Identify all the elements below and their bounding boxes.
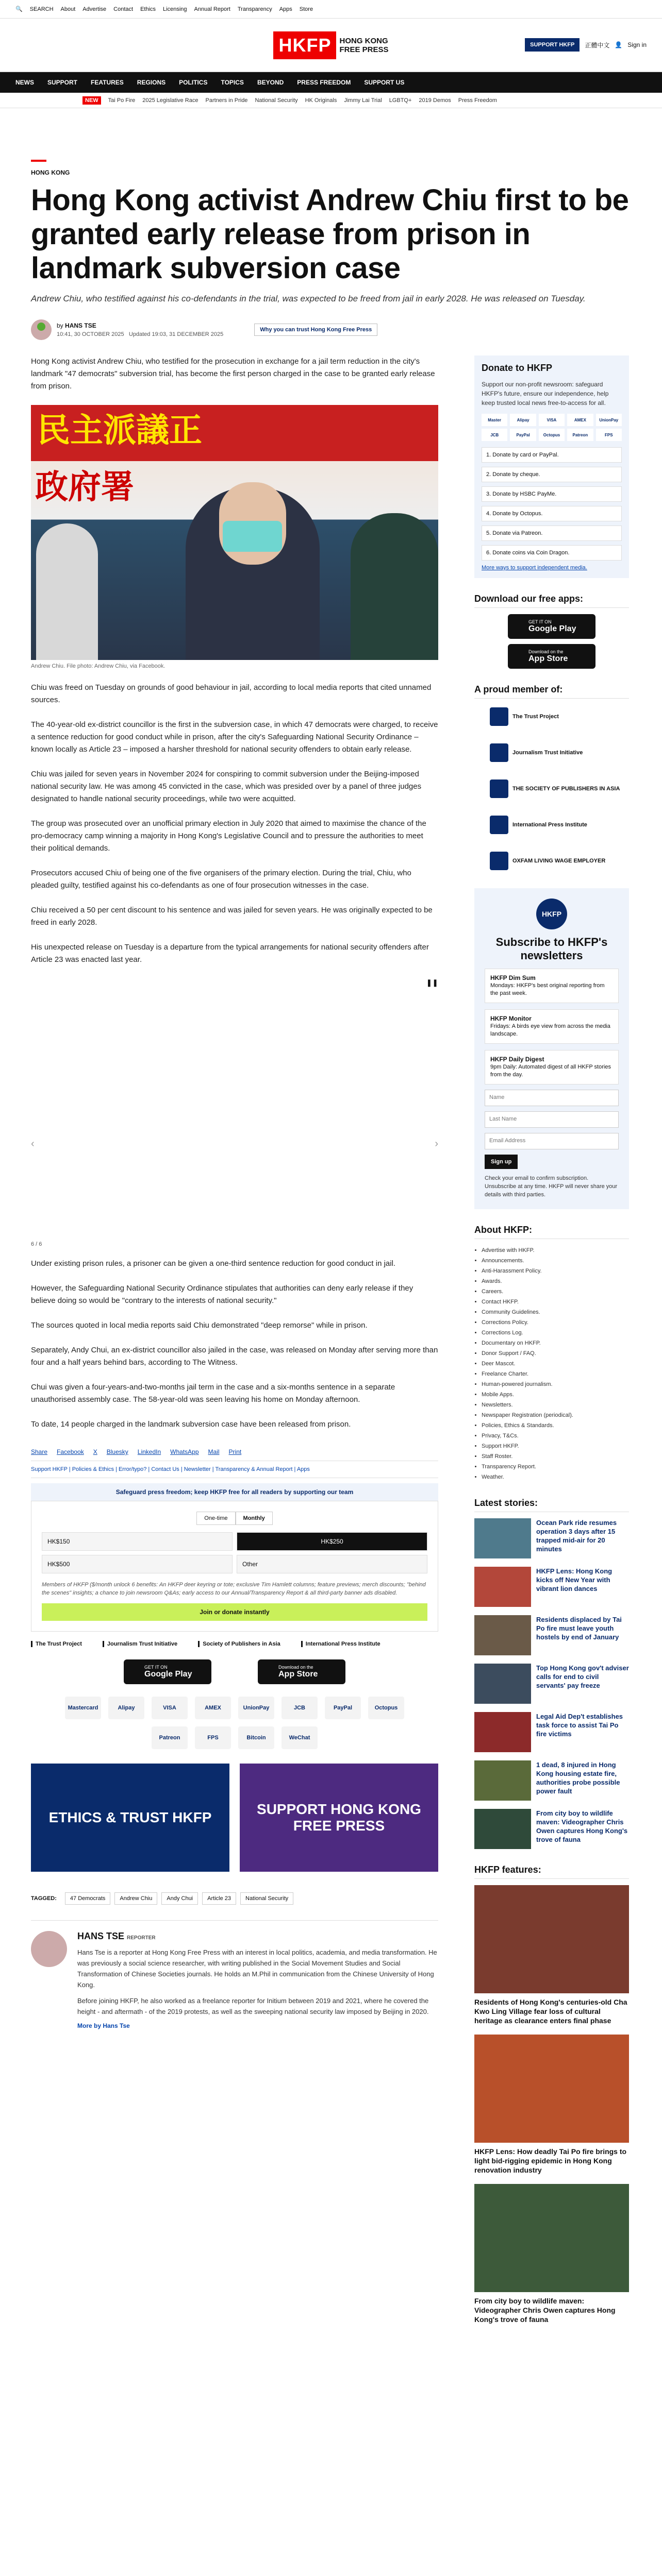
story-headline[interactable]: Ocean Park ride resumes operation 3 days after 15 trapped mid-air for 20 minutes [536, 1519, 617, 1553]
donate-option[interactable]: 4. Donate by Octopus. [482, 506, 622, 521]
trust-link[interactable]: Why you can trust Hong Kong Free Press [254, 324, 377, 336]
members-block [474, 684, 629, 873]
newsletter-option[interactable]: HKFP Daily Digest 9pm Daily: Automated digest of all HKFP stories from the day. [485, 1050, 619, 1084]
story-thumbnail[interactable] [474, 1712, 531, 1752]
about-link[interactable]: • Mobile Apps. [482, 1389, 629, 1400]
photo-carousel [31, 978, 438, 1236]
about-link[interactable]: • Documentary on HKFP. [482, 1338, 629, 1348]
feature-headline[interactable]: From city boy to wildlife maven: Videographer Chris Owen captures Hong Kong's trove of fauna [474, 2297, 616, 2324]
share-bar [31, 1443, 438, 1461]
feature-story[interactable] [474, 2035, 629, 2175]
trending-link[interactable]: Partners in Pride [205, 97, 248, 104]
member-logo[interactable]: Journalism Trust Initiative [474, 741, 629, 765]
octopus-icon[interactable]: Octopus [539, 429, 565, 441]
about-link[interactable]: • Support HKFP. [482, 1441, 629, 1451]
article-standfirst: Andrew Chiu, who testified against his co-defendants in the trial, was expected to be freed from jail in early 2028. He was released on Tuesday. [31, 294, 586, 303]
unionpay-icon[interactable]: UnionPay [596, 414, 622, 426]
paragraph: The sources quoted in local media reports said Chiu demonstrated "deep remorse" while in prison. [31, 1321, 368, 1330]
top-link-advertise[interactable]: Advertise [82, 6, 107, 12]
paragraph: To date, 14 people charged in the landmark subversion case have been released from prison. [31, 1420, 351, 1429]
feature-story[interactable] [474, 1885, 629, 2025]
donate-title: Donate to HKFP [482, 363, 552, 373]
feature-headline[interactable]: HKFP Lens: How deadly Tai Po fire brings to light bid-rigging epidemic in Hong Kong renovation industry [474, 2147, 627, 2174]
fps-icon[interactable]: FPS [596, 429, 622, 441]
paragraph: The group was prosecuted over an unofficial primary election in July 2020 that aimed to maximise the chance of the pro-democracy camp winning a majority in Hong Kong's Legislative Council and to pressure the authorities to meet their political demands. [31, 819, 426, 853]
about-link[interactable]: • Corrections Log. [482, 1328, 629, 1338]
trending-link[interactable]: Tai Po Fire [108, 97, 136, 104]
chevron-right-icon[interactable]: › [435, 1138, 438, 1149]
promo-banners [31, 1764, 438, 1872]
tag-list [31, 1892, 438, 1905]
paypal-icon[interactable]: PayPal [325, 1697, 361, 1719]
donate-strip[interactable]: Safeguard press freedom; keep HKFP free for all readers by supporting our team [31, 1483, 438, 1501]
about-link[interactable]: • Donor Support / FAQ. [482, 1348, 629, 1359]
member-logo[interactable]: The Trust Project [474, 705, 629, 728]
top-link-contact[interactable]: Contact [113, 6, 134, 12]
app-store-badge[interactable]: Download on the App Store [258, 1659, 345, 1684]
story-headline[interactable]: From city boy to wildlife maven: Videographer Chris Owen captures Hong Kong's trove of fauna [536, 1809, 628, 1843]
trust-project-logo[interactable]: The Trust Project [31, 1641, 82, 1647]
amex-icon[interactable]: AMEX [195, 1697, 231, 1719]
latest-story[interactable] [474, 1518, 629, 1558]
donate-option[interactable]: 6. Donate coins via Coin Dragon. [482, 545, 622, 561]
wechat-icon[interactable]: WeChat [282, 1726, 318, 1749]
slide-counter: 6 / 6 [31, 1241, 42, 1247]
jcb-icon[interactable]: JCB [282, 1697, 318, 1719]
share-linkedin[interactable]: LinkedIn [137, 1448, 161, 1455]
first-name-field[interactable]: Name [485, 1090, 619, 1106]
chevron-left-icon[interactable]: ‹ [31, 1138, 35, 1149]
newsletter-title: Subscribe to HKFP's newsletters [495, 936, 608, 962]
share-facebook[interactable]: Facebook [57, 1448, 84, 1455]
tag[interactable]: Article 23 [202, 1892, 236, 1905]
language-link[interactable]: 正體中文 [585, 41, 610, 49]
top-link-annual-report[interactable]: Annual Report [194, 6, 230, 12]
members-title: A proud member of: [474, 684, 629, 699]
support-hkfp-button[interactable]: SUPPORT HKFP [525, 38, 580, 52]
about-link[interactable]: • Policies, Ethics & Standards. [482, 1420, 629, 1431]
about-link[interactable]: • Community Guidelines. [482, 1307, 629, 1317]
patreon-icon[interactable]: Patreon [152, 1726, 188, 1749]
pause-icon[interactable]: ❚❚ [426, 978, 438, 987]
nav-politics[interactable]: POLITICS [179, 79, 208, 86]
feature-story[interactable] [474, 2184, 629, 2324]
about-link[interactable]: • Careers. [482, 1286, 629, 1297]
feature-thumbnail[interactable] [474, 2035, 629, 2143]
search-link[interactable]: SEARCH [29, 6, 54, 12]
hero-photo[interactable]: 民主派議正 政府署 [31, 405, 438, 660]
features-block [474, 1865, 629, 2324]
accent-rule [31, 160, 46, 162]
share-x[interactable]: X [93, 1448, 97, 1455]
latest-block [474, 1498, 629, 1849]
amount-option[interactable]: HK$150 [42, 1532, 233, 1551]
article-kicker[interactable]: HONG KONG [31, 169, 70, 176]
story-thumbnail[interactable] [474, 1615, 531, 1655]
author-name[interactable]: HANS TSE [65, 322, 96, 329]
tag[interactable]: National Security [240, 1892, 293, 1905]
feature-headline[interactable]: Residents of Hong Kong's centuries-old Cha Kwo Ling Village fear loss of cultural heritage as clearance enters final phase [474, 1998, 627, 2025]
byline: by HANS TSE 10:41, 30 OCTOBER 2025 Updated 19:03, 31 DECEMBER 2025 Why you can trust Hong Kong Free Press [31, 319, 631, 340]
trending-link[interactable]: HK Originals [305, 97, 337, 104]
paypal-icon[interactable]: PayPal [510, 429, 536, 441]
about-link[interactable]: • Newspaper Registration (periodical). [482, 1410, 629, 1420]
story-thumbnail[interactable] [474, 1518, 531, 1558]
amex-icon[interactable]: AMEX [567, 414, 593, 426]
tag[interactable]: 47 Democrats [65, 1892, 110, 1905]
sopa-logo[interactable]: Society of Publishers in Asia [198, 1641, 280, 1647]
article-title: Hong Kong activist Andrew Chiu first to be granted early release from prison in landmark subversion case [31, 183, 629, 285]
trending-bar [0, 93, 662, 108]
about-link[interactable]: • Newsletters. [482, 1400, 629, 1410]
email-field[interactable]: Email Address [485, 1133, 619, 1149]
paragraph: Chiu received a 50 per cent discount to his sentence and was jailed for seven years. He was originally expected to be freed in early 2028. [31, 906, 433, 927]
share-bluesky[interactable]: Bluesky [106, 1448, 128, 1455]
member-logo[interactable]: International Press Institute [474, 813, 629, 837]
about-link[interactable]: • Deer Mascot. [482, 1359, 629, 1369]
about-link[interactable]: • Awards. [482, 1276, 629, 1286]
updated-date: Updated 19:03, 31 DECEMBER 2025 [128, 331, 224, 337]
feature-thumbnail[interactable] [474, 1885, 629, 1993]
visa-icon[interactable]: VISA [539, 414, 565, 426]
donate-widget [31, 1501, 438, 1632]
amount-option-selected[interactable]: HK$250 [237, 1532, 427, 1551]
top-link-apps[interactable]: Apps [279, 6, 292, 12]
visa-icon[interactable]: VISA [152, 1697, 188, 1719]
app-store-badge[interactable]: Download on the App Store [508, 644, 595, 669]
nav-topics[interactable]: TOPICS [221, 79, 244, 86]
feature-thumbnail[interactable] [474, 2184, 629, 2292]
top-link-licensing[interactable]: Licensing [163, 6, 187, 12]
newsletter-option[interactable]: HKFP Dim Sum Mondays: HKFP's best original reporting from the past week. [485, 969, 619, 1003]
nav-support[interactable]: SUPPORT [47, 79, 78, 86]
newsletter-signup [474, 888, 629, 1209]
jcb-icon[interactable]: JCB [482, 429, 507, 441]
paragraph: Hong Kong activist Andrew Chiu, who testified for the prosecution in exchange for a jail term reduction in the city's landmark "47 democrats" subversion trial, has become the first person charged in the case to be granted early release from prison. [31, 357, 435, 391]
trending-link[interactable]: 2019 Demos [419, 97, 451, 104]
site-logo[interactable]: HKFP HONG KONG FREE PRESS [273, 31, 388, 59]
tags-label: TAGGED: [31, 1895, 57, 1902]
fps-icon[interactable]: FPS [195, 1726, 231, 1749]
join-donate-button[interactable]: Join or donate instantly [42, 1603, 427, 1621]
nav-regions[interactable]: REGIONS [137, 79, 166, 86]
author-avatar[interactable] [31, 1931, 67, 1967]
latest-story[interactable] [474, 1760, 629, 1801]
author-bio: Before joining HKFP, he also worked as a freelance reporter for Initium between 2019 and 2021, where he covered the height - and aftermath - of the 2019 protests, as well as the sweeping national security law imposed by Beijing in 2020. [77, 1997, 429, 2015]
amount-option[interactable]: HK$500 [42, 1555, 233, 1573]
latest-story[interactable] [474, 1712, 629, 1752]
member-benefits-note: Members of HKFP ($/month unlock 6 benefits: An HKFP deer keyring or tote; exclusive Tim Hamlett columns; feature previews; merch discounts; "behind the scenes" insights; a chance to join newsroom Q&As; early access to our Annual/Transparency Report & all third-party banner ads disabled. [42, 1582, 426, 1596]
top-link-ethics[interactable]: Ethics [140, 6, 156, 12]
latest-story[interactable] [474, 1615, 629, 1655]
search-icon[interactable]: 🔍 [15, 6, 23, 12]
article-body [31, 355, 438, 2333]
one-time-toggle[interactable]: One-time [196, 1512, 235, 1525]
story-thumbnail[interactable] [474, 1809, 531, 1849]
monthly-toggle[interactable]: Monthly [236, 1512, 273, 1525]
story-headline[interactable]: Legal Aid Dep't establishes task force to assist Tai Po fire victims [536, 1713, 623, 1738]
ethics-banner[interactable]: ETHICS & TRUST HKFP [31, 1764, 229, 1872]
author-box [31, 1920, 438, 2029]
nav-beyond[interactable]: BEYOND [257, 79, 284, 86]
story-thumbnail[interactable] [474, 1664, 531, 1704]
paragraph: Prosecutors accused Chiu of being one of the five organisers of the primary election. During the trial, Chiu, who pleaded guilty, testified against his co-defendants as one of four prosecution witnesses in the case. [31, 869, 411, 890]
paragraph: The 40-year-old ex-district councillor is the first in the subversion case, in which 47 democrats were charged, to receive a sentence reduction for good conduct while in prison, after the city's Safeguarding National Security Ordinance – known locally as Article 23 – imposed a harsher threshold for national security offenders to obtain early release. [31, 720, 438, 754]
about-link[interactable]: • Contact HKFP. [482, 1297, 629, 1307]
top-link-store[interactable]: Store [299, 6, 313, 12]
donate-intro[interactable]: Support our non-profit newsroom: safeguard HKFP's future, ensure our independence, help keep trusted local news free-to-access for all. [482, 381, 609, 406]
site-header [0, 19, 662, 72]
donate-option[interactable]: 2. Donate by cheque. [482, 467, 622, 482]
donate-panel [474, 355, 629, 578]
alipay-icon[interactable]: Alipay [510, 414, 536, 426]
member-logos [31, 1632, 438, 1647]
trending-link[interactable]: National Security [255, 97, 298, 104]
share-link[interactable]: Share [31, 1448, 48, 1455]
support-banner[interactable]: SUPPORT HONG KONG FREE PRESS [240, 1764, 438, 1872]
about-link[interactable]: • Freelance Charter. [482, 1369, 629, 1379]
donate-option[interactable]: 3. Donate by HSBC PayMe. [482, 486, 622, 502]
ipi-logo[interactable]: International Press Institute [301, 1641, 380, 1647]
latest-story[interactable] [474, 1567, 629, 1607]
about-link[interactable]: • Weather. [482, 1472, 629, 1482]
about-link[interactable]: • Staff Roster. [482, 1451, 629, 1462]
share-whatsapp[interactable]: WhatsApp [170, 1448, 199, 1455]
paragraph: However, the Safeguarding National Security Ordinance stipulates that authorities can deny early release if they believe doing so would be "contrary to the interests of national security." [31, 1284, 413, 1305]
story-headline[interactable]: Residents displaced by Tai Po fire must leave youth hostels by end of January [536, 1616, 622, 1641]
support-links[interactable]: Support HKFP | Policies & Ethics | Error/typo? | Contact Us | Newsletter | Transparency & Annual Report | Apps [31, 1461, 438, 1478]
story-headline[interactable]: 1 dead, 8 injured in Hong Kong housing estate fire, authorities probe possible power fault [536, 1761, 620, 1795]
top-bar [0, 0, 662, 19]
about-link[interactable]: • Anti-Harassment Policy. [482, 1266, 629, 1276]
donate-option[interactable]: 5. Donate via Patreon. [482, 526, 622, 541]
about-list [474, 1245, 629, 1482]
about-link[interactable]: • Announcements. [482, 1256, 629, 1266]
latest-story[interactable] [474, 1809, 629, 1849]
apps-block [474, 594, 629, 669]
trending-link[interactable]: Press Freedom [458, 97, 497, 104]
story-headline[interactable]: Top Hong Kong gov't adviser calls for end to civil servants' pay freeze [536, 1664, 629, 1689]
about-block [474, 1225, 629, 1482]
nav-press-freedom[interactable]: PRESS FREEDOM [297, 79, 351, 86]
donate-option[interactable]: 1. Donate by card or PayPal. [482, 447, 622, 463]
tag[interactable]: Andrew Chiu [114, 1892, 157, 1905]
story-thumbnail[interactable] [474, 1760, 531, 1801]
paragraph: Chui was given a four-years-and-two-months jail term in the case and a six-months sentence in a separate unauthorised assembly case. The 58-year-old was seen leaving his home on Monday afternoon. [31, 1383, 395, 1404]
posted-date: 10:41, 30 OCTOBER 2025 [57, 331, 124, 337]
amount-option-other[interactable]: Other [237, 1555, 427, 1573]
signup-button[interactable]: Sign up [485, 1155, 518, 1169]
nav-support-us[interactable]: SUPPORT US [364, 79, 405, 86]
user-icon[interactable]: 👤 [615, 41, 623, 48]
features-title: HKFP features: [474, 1865, 629, 1879]
signin-link[interactable]: Sign in [627, 41, 647, 48]
jti-logo[interactable]: Journalism Trust Initiative [103, 1641, 177, 1647]
trending-link[interactable]: Jimmy Lai Trial [344, 97, 382, 104]
top-link-about[interactable]: About [60, 6, 76, 12]
paragraph: His unexpected release on Tuesday is a departure from the typical arrangements for national security offenders after Article 23 was enacted last year. [31, 943, 429, 964]
alipay-icon[interactable]: Alipay [108, 1697, 144, 1719]
about-link[interactable]: • Human-powered journalism. [482, 1379, 629, 1389]
google-play-badge[interactable]: GET IT ON Google Play [124, 1659, 211, 1684]
more-ways-link[interactable]: More ways to support independent media. [482, 565, 587, 571]
paragraph: Chiu was jailed for seven years in November 2024 for conspiring to commit subversion under the Beijing-imposed national security law. He was among 45 convicted in the case, which was presided over by a panel of three judges designated to handle national security proceedings, while two were acquitted. [31, 770, 422, 803]
about-link[interactable]: • Corrections Policy. [482, 1317, 629, 1328]
newsletter-footnote: Check your email to confirm subscription. Unsubscribe at any time. HKFP will never share your details with third parties. [485, 1175, 618, 1198]
patreon-icon[interactable]: Patreon [567, 429, 593, 441]
nav-features[interactable]: FEATURES [91, 79, 124, 86]
hkfp-logo: HKFP [536, 899, 567, 929]
latest-story[interactable] [474, 1664, 629, 1704]
bitcoin-icon[interactable]: Bitcoin [238, 1726, 274, 1749]
main-nav [0, 72, 662, 93]
about-link[interactable]: • Privacy, T&Cs. [482, 1431, 629, 1441]
paragraph: Under existing prison rules, a prisoner can be given a one-third sentence reduction for good conduct in jail. [31, 1259, 396, 1268]
app-badges [31, 1659, 438, 1684]
newsletter-option[interactable]: HKFP Monitor Fridays: A birds eye view from across the media landscape. [485, 1009, 619, 1044]
octopus-icon[interactable]: Octopus [368, 1697, 404, 1719]
paragraph: Separately, Andy Chui, an ex-district councillor also jailed in the case, was released on Monday after serving more than four and a half years behind bars, according to The Witness. [31, 1346, 438, 1367]
share-print[interactable]: Print [228, 1448, 242, 1455]
about-title: About HKFP: [474, 1225, 629, 1239]
new-badge: NEW [82, 96, 101, 105]
last-name-field[interactable]: Last Name [485, 1111, 619, 1128]
payment-methods [31, 1697, 438, 1749]
article-header [0, 160, 662, 340]
story-headline[interactable]: HKFP Lens: Hong Kong kicks off New Year with vibrant lion dances [536, 1567, 613, 1592]
photo-caption: Andrew Chiu. File photo: Andrew Chiu, via Facebook. [31, 663, 166, 669]
apps-title: Download our free apps: [474, 594, 629, 608]
top-link-transparency[interactable]: Transparency [237, 6, 272, 12]
google-play-badge[interactable]: GET IT ON Google Play [508, 614, 595, 639]
latest-title: Latest stories: [474, 1498, 629, 1512]
author-bio: Hans Tse is a reporter at Hong Kong Free Press with an interest in local politics, academia, and media transformation. He was previously a social science researcher, with writing published in the Social Movement Studies and Social Transformation of Chinese Societies journals. He holds an M.Phil in communication from the Chinese University of Hong Kong. [77, 1948, 437, 1989]
author-role: REPORTER [127, 1935, 156, 1941]
about-link[interactable]: • Advertise with HKFP. [482, 1245, 629, 1256]
author-avatar[interactable] [31, 319, 52, 340]
member-logo[interactable]: OXFAM LIVING WAGE EMPLOYER [474, 849, 629, 873]
about-link[interactable]: • Transparency Report. [482, 1462, 629, 1472]
member-logo[interactable]: THE SOCIETY OF PUBLISHERS IN ASIA [474, 777, 629, 801]
paragraph: Chiu was freed on Tuesday on grounds of good behaviour in jail, according to local media reports that cited unnamed sources. [31, 683, 432, 704]
share-mail[interactable]: Mail [208, 1448, 220, 1455]
mastercard-icon[interactable]: Mastercard [65, 1697, 101, 1719]
story-thumbnail[interactable] [474, 1567, 531, 1607]
sidebar [474, 355, 629, 2333]
trending-link[interactable]: 2025 Legislative Race [142, 97, 198, 104]
unionpay-icon[interactable]: UnionPay [238, 1697, 274, 1719]
author-name[interactable]: HANS TSE [77, 1931, 125, 1941]
mastercard-icon[interactable]: Master [482, 414, 507, 426]
trending-link[interactable]: LGBTQ+ [389, 97, 412, 104]
tag[interactable]: Andy Chui [161, 1892, 198, 1905]
more-by-author-link[interactable]: More by Hans Tse [77, 2022, 130, 2029]
nav-news[interactable]: NEWS [15, 79, 34, 86]
